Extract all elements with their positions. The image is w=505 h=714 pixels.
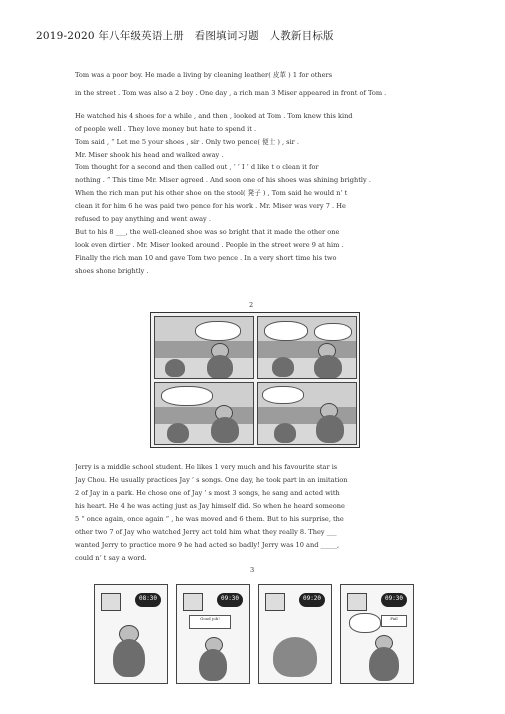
story1-line: He watched his 4 shoes for a while , and then , looked at Tom . Tom knew this kind [75,112,353,120]
comic-panel [154,382,254,445]
comic-panel [340,584,414,684]
story1-line: shoes shone brightly . [75,267,149,275]
story2-line: Jay Chou. He usually practices Jay ’ s songs. One day, he took part in an imitation [75,476,348,484]
story2-line: wanted Jerry to practice more 9 he had acted so badly! Jerry was 10 and _____, [75,541,340,549]
story1-line: Tom was a poor boy. He made a living by cleaning leather( 皮革 ) 1 for others [75,71,333,79]
story1-line: Mr. Miser shook his head and walked away . [75,151,224,159]
clock-icon: 09:20 [299,593,325,607]
story1-line: nothing . ” This time Mr. Miser agreed . And soon one of his shoes was shining brightly . [75,176,371,184]
clock-icon: 09:30 [217,593,243,607]
story1-line: When the rich man put his other shoe on the stool( 凳子 ) , Tom said he would n’ t [75,189,348,197]
clock-icon: 09:30 [381,593,407,607]
sign-note: Good job! [189,615,231,629]
comic-panel [94,584,168,684]
story1-line: in the street . Tom was also a 2 boy . One day , a rich man 3 Miser appeared in front of Tom . [75,89,387,97]
story1-line: Finally the rich man 10 and gave Tom two pence . In a very short time his two [75,254,337,262]
clock-icon: 08:30 [135,593,161,607]
story1-line: Tom thought for a second and then called out , ‘ ’ I ’ d like t o clean it for [75,163,319,171]
comic-panel [257,316,357,379]
story2-line: other two 7 of Jay who watched Jerry act told him what they really 8. They ___ [75,528,337,536]
story2-line: 5 “ once again, once again ” , he was moved and 6 them. But to his surprise, the [75,515,344,523]
story2-line: Jerry is a middle school student. He likes 1 very much and his favourite star is [75,463,338,471]
worksheet-title: 2019-2020 年八年级英语上册 看图填词习题 人教新目标版 [36,30,334,42]
comic-panel [176,584,250,684]
section-3-number: 3 [250,566,255,574]
story1-line: of people well . They love money but hate to spend it . [75,125,257,133]
comic-panel [257,382,357,445]
story1-line: refused to pay anything and went away . [75,215,211,223]
sign-note: Fail [381,615,407,627]
story1-line: Tom said , “ Let me 5 your shoes , sir . Only two pence( 便士 ) , sir . [75,138,300,146]
story2-line: 2 of Jay in a park. He chose one of Jay ’ s most 3 songs, he sang and acted with [75,489,340,497]
story1-line: But to his 8 ___, the well-cleaned shoe was so bright that it made the other one [75,228,340,236]
section-2-number: 2 [249,301,254,309]
comic-strip-2 [94,584,414,684]
story1-line: look even dirtier . Mr. Miser looked around . People in the street were 9 at him . [75,241,344,249]
story2-line: his heart. He 4 he was acting just as Jay himself did. So when he heard someone [75,502,345,510]
comic-panel [154,316,254,379]
story2-line: could n’ t say a word. [75,554,147,562]
story1-line: clean it for him 6 he was paid two pence for his work . Mr. Miser was very 7 . He [75,202,346,210]
comic-strip-1 [150,312,360,448]
comic-panel [258,584,332,684]
